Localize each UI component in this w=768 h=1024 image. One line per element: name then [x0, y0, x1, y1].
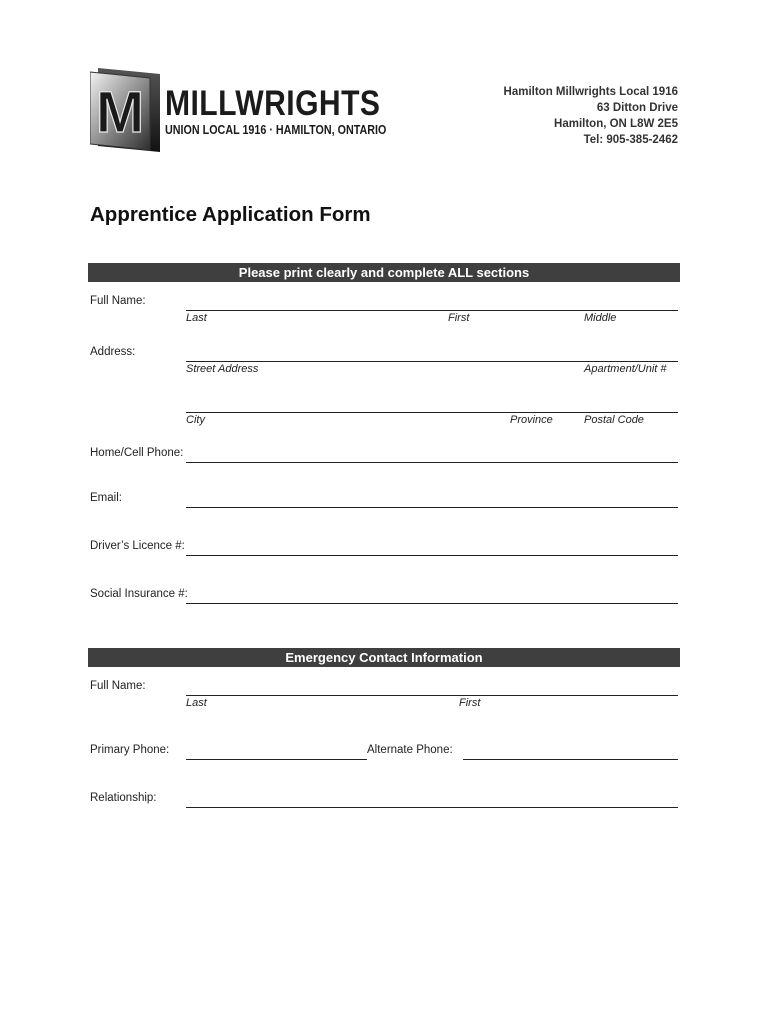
emergency-first-caption: First	[459, 697, 481, 709]
city-caption: City	[186, 414, 205, 426]
drivers-licence-label: Driver’s Licence #:	[90, 540, 185, 552]
logo-subtitle: UNION LOCAL 1916 · HAMILTON, ONTARIO	[165, 123, 387, 137]
street-address-line[interactable]	[186, 361, 678, 362]
relationship-line[interactable]	[186, 807, 678, 808]
last-name-caption: Last	[186, 312, 207, 324]
sin-line[interactable]	[186, 603, 678, 604]
city-line[interactable]	[186, 412, 678, 413]
emergency-last-caption: Last	[186, 697, 207, 709]
email-label: Email:	[90, 492, 122, 504]
svg-text:M: M	[95, 80, 145, 145]
address-label: Address:	[90, 346, 136, 358]
org-city: Hamilton, ON L8W 2E5	[554, 118, 678, 130]
org-street: 63 Ditton Drive	[596, 102, 678, 114]
full-name-label: Full Name:	[90, 295, 146, 307]
phone-label: Home/Cell Phone:	[90, 447, 184, 459]
section-heading-applicant: Please print clearly and complete ALL sections	[88, 263, 680, 282]
apartment-caption: Apartment/Unit #	[584, 363, 667, 375]
emergency-full-name-label: Full Name:	[90, 680, 146, 692]
emergency-full-name-line[interactable]	[186, 695, 678, 696]
phone-line[interactable]	[186, 462, 678, 463]
logo-wordmark: MILLWRIGHTS	[165, 84, 381, 123]
millwrights-monogram-icon	[90, 68, 162, 154]
primary-phone-label: Primary Phone:	[90, 744, 170, 756]
email-line[interactable]	[186, 507, 678, 508]
form-title: Apprentice Application Form	[90, 203, 371, 226]
drivers-licence-line[interactable]	[186, 555, 678, 556]
postal-code-caption: Postal Code	[584, 414, 644, 426]
org-phone: Tel: 905-385-2462	[583, 134, 678, 146]
alternate-phone-line[interactable]	[463, 759, 678, 760]
org-name: Hamilton Millwrights Local 1916	[503, 86, 678, 98]
relationship-label: Relationship:	[90, 792, 157, 804]
street-address-caption: Street Address	[186, 363, 259, 375]
middle-name-caption: Middle	[584, 312, 617, 324]
province-caption: Province	[510, 414, 553, 426]
primary-phone-line[interactable]	[186, 759, 367, 760]
alternate-phone-label: Alternate Phone:	[367, 744, 453, 756]
sin-label: Social Insurance #:	[90, 588, 188, 600]
full-name-line[interactable]	[186, 310, 678, 311]
section-heading-emergency: Emergency Contact Information	[88, 648, 680, 667]
first-name-caption: First	[448, 312, 470, 324]
